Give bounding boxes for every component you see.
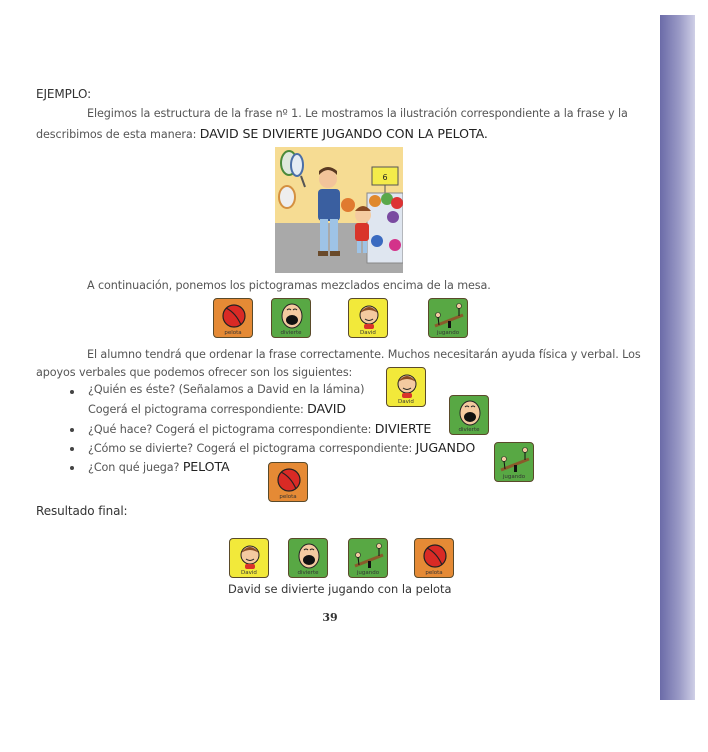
pictogram-label: pelota (224, 330, 242, 336)
pictogram-divierte-support (449, 395, 489, 435)
pictogram-label: David (241, 570, 257, 576)
pictogram-jugando-support (494, 442, 534, 482)
support-question: ¿Con qué juega? (88, 461, 183, 474)
answer-pelota: PELOTA (182, 459, 230, 474)
example-heading: EJEMPLO: (36, 87, 92, 101)
sign-number: 6 (382, 173, 388, 182)
answer-divierte: DIVIERTE (374, 421, 432, 436)
support-1-answer (88, 401, 346, 416)
support-question: ¿Qué hace? Cogerá el pictograma correspondiente: (88, 423, 375, 436)
support-3 (88, 440, 475, 455)
final-pictogram-divierte (288, 538, 328, 578)
pictogram-label: jugando (502, 474, 526, 480)
pictogram-label: divierte (458, 427, 480, 433)
intro-line-1: Elegimos la estructura de la frase nº 1. Le mostramos la ilustración correspondiente a la frase y la (87, 107, 628, 120)
pictogram-pelota-support (268, 462, 308, 502)
bullet (70, 466, 74, 470)
bullet (70, 447, 74, 451)
bullet (70, 390, 74, 394)
answer-prefix: Cogerá el pictograma correspondiente: (88, 403, 308, 416)
final-caption: David se divierte jugando con la pelota (228, 582, 452, 596)
final-pictogram-pelota (414, 538, 454, 578)
support-2 (88, 421, 431, 436)
answer-david: DAVID (307, 401, 346, 416)
mix-sentence: A continuación, ponemos los pictogramas mezclados encima de la mesa. (87, 279, 491, 292)
answer-jugando: JUGANDO (415, 440, 476, 455)
page-number: 39 (322, 611, 338, 624)
page-edge-bar (660, 15, 695, 700)
final-pictogram-jugando (348, 538, 388, 578)
target-sentence: DAVID SE DIVIERTE JUGANDO CON LA PELOTA. (199, 126, 488, 141)
intro-line-2 (36, 126, 488, 141)
pictogram-label: jugando (436, 330, 460, 336)
pictogram-label: divierte (280, 330, 302, 336)
pictogram-jugando (428, 298, 468, 338)
support-question: ¿Cómo se divierte? Cogerá el pictograma correspondiente: (88, 442, 416, 455)
pictogram-divierte (271, 298, 311, 338)
pictogram-label: divierte (297, 570, 319, 576)
pictogram-david (348, 298, 388, 338)
bullet (70, 428, 74, 432)
pictogram-label: David (360, 330, 376, 336)
result-label: Resultado final: (36, 504, 128, 518)
intro-prefix: describimos de esta manera: (36, 128, 200, 141)
final-pictogram-david (229, 538, 269, 578)
pictogram-label: pelota (425, 570, 443, 576)
support-4 (88, 459, 230, 474)
pictogram-label: David (398, 399, 414, 405)
order-line-2: apoyos verbales que podemos ofrecer son los siguientes: (36, 366, 353, 379)
scene-illustration (275, 147, 403, 273)
support-1-question: ¿Quién es éste? (Señalamos a David en la lámina) (88, 383, 365, 396)
pictogram-label: jugando (356, 570, 380, 576)
pictogram-label: pelota (279, 494, 297, 500)
pictogram-pelota (213, 298, 253, 338)
order-line-1: El alumno tendrá que ordenar la frase correctamente. Muchos necesitarán ayuda física y verbal. Los (87, 348, 641, 361)
pictogram-david-support (386, 367, 426, 407)
